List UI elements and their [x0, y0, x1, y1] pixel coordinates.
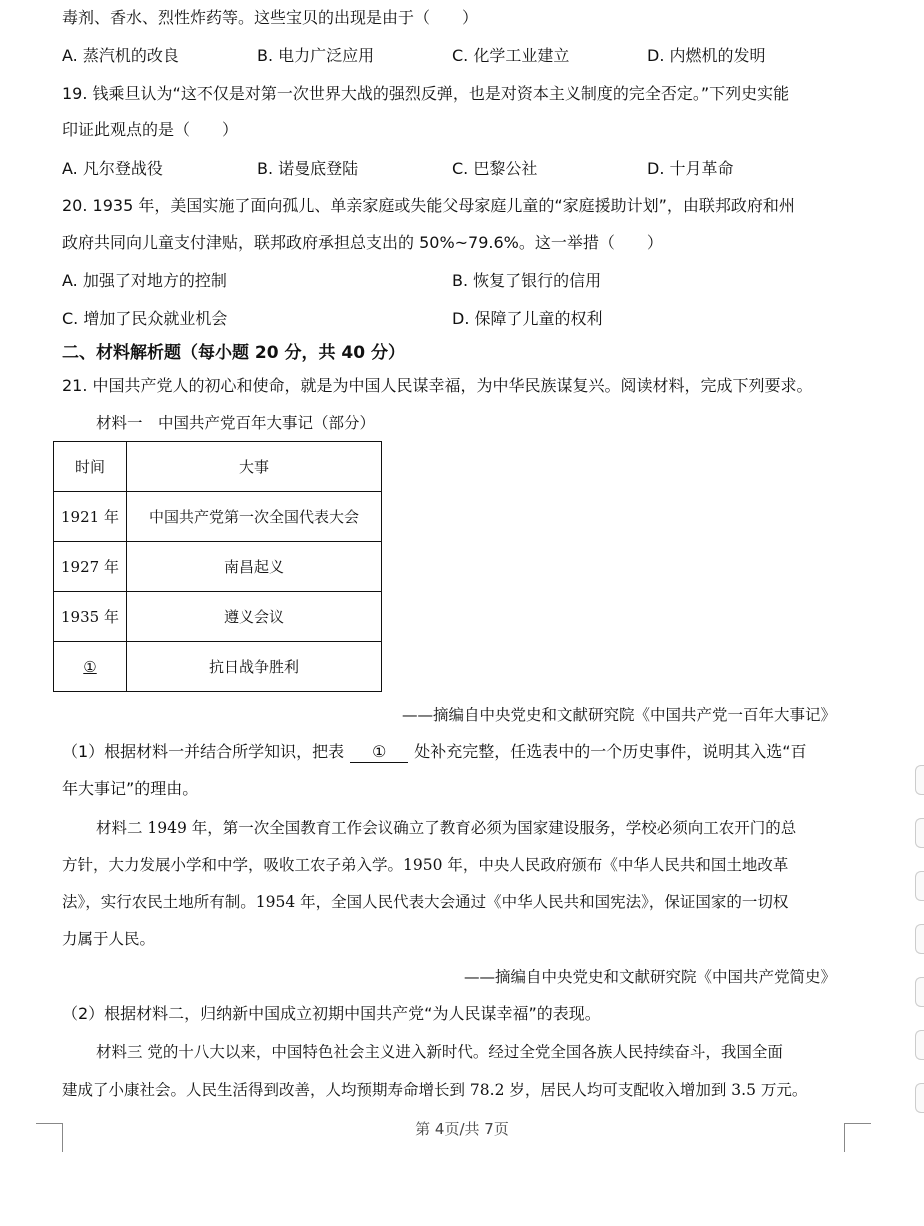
q18-option-b: B. 电力广泛应用: [257, 46, 375, 65]
q19-option-b: B. 诺曼底登陆: [257, 159, 359, 178]
material2-source: ——摘编自中央党史和文献研究院《中国共产党简史》: [463, 968, 836, 986]
table-cell-year: 1935 年: [54, 592, 127, 642]
material3-line1: 材料三 党的十八大以来，中国特色社会主义进入新时代。经过全党全国各族人民持续奋斗，我国全面: [96, 1043, 783, 1061]
table-row: [54, 492, 382, 542]
events-table: [53, 441, 382, 692]
q20-stem-line1: 20. 1935 年，美国实施了面向孤儿、单亲家庭或失能父母家庭儿童的“家庭援助计划”，由联邦政府和州: [62, 196, 795, 215]
q20-stem-line2: 政府共同向儿童支付津贴，联邦政府承担总支出的 50%~79.6%。这一举措（ ）: [62, 233, 663, 252]
material1-title: 材料一 中国共产党百年大事记（部分）: [96, 414, 376, 432]
q19-option-d: D. 十月革命: [647, 159, 734, 178]
part1-question-line2: 年大事记”的理由。: [62, 779, 199, 798]
q20-option-d: D. 保障了儿童的权利: [452, 309, 603, 328]
q20-option-b: B. 恢复了银行的信用: [452, 271, 602, 290]
material2-line1: 材料二 1949 年，第一次全国教育工作会议确立了教育必须为国家建设服务，学校必须向工农开门的总: [96, 819, 797, 837]
q18-option-a: A. 蒸汽机的改良: [62, 46, 179, 65]
table-cell-event: 遵义会议: [127, 592, 382, 642]
q19-option-a: A. 凡尔登战役: [62, 159, 163, 178]
table-cell-event: 中国共产党第一次全国代表大会: [127, 492, 382, 542]
part1-question-text-b: 处补充完整，任选表中的一个历史事件，说明其入选“百: [414, 742, 807, 761]
side-tab[interactable]: [915, 977, 924, 1007]
material2-line2: 方针，大力发展小学和中学，吸收工农子弟入学。1950 年，中央人民政府颁布《中华人民共和国土地改革: [62, 856, 789, 874]
q21-stem: 21. 中国共产党人的初心和使命，就是为中国人民谋幸福，为中华民族谋复兴。阅读材料，完成下列要求。: [62, 376, 813, 395]
table-header-event: 大事: [127, 442, 382, 492]
table-header-time: 时间: [54, 442, 127, 492]
table-row: [54, 542, 382, 592]
material3-line2: 建成了小康社会。人民生活得到改善，人均预期寿命增长到 78.2 岁，居民人均可支配收入增加到 3.5 万元。: [62, 1081, 808, 1099]
answer-blank: ①: [350, 742, 408, 763]
q18-stem-tail: 毒剂、香水、烈性炸药等。这些宝贝的出现是由于（ ）: [62, 8, 479, 27]
section-heading: 二、材料解析题（每小题 20 分，共 40 分）: [62, 343, 405, 363]
table-header-row: [54, 442, 382, 492]
side-tab[interactable]: [915, 1083, 924, 1113]
q18-option-c: C. 化学工业建立: [452, 46, 570, 65]
table-cell-blank-marker: ①: [54, 642, 127, 692]
table-row: [54, 592, 382, 642]
side-tab[interactable]: [915, 871, 924, 901]
side-tab[interactable]: [915, 818, 924, 848]
table-row: [54, 642, 382, 692]
material2-line3: 法》，实行农民土地所有制。1954 年，全国人民代表大会通过《中华人民共和国宪法》，保证国家的一切权: [62, 893, 789, 911]
page-footer: 第 4页/共 7页: [415, 1120, 509, 1138]
material2-line4: 力属于人民。: [62, 930, 156, 948]
table-cell-event: 南昌起义: [127, 542, 382, 592]
q19-stem-line1: 19. 钱乘旦认为“这不仅是对第一次世界大战的强烈反弹，也是对资本主义制度的完全否定。”下列史实能: [62, 84, 790, 103]
q19-option-c: C. 巴黎公社: [452, 159, 538, 178]
part1-question-text-a: （1）根据材料一并结合所学知识，把表: [62, 742, 345, 761]
q20-option-c: C. 增加了民众就业机会: [62, 309, 228, 328]
table-cell-year: 1927 年: [54, 542, 127, 592]
table-cell-event: 抗日战争胜利: [127, 642, 382, 692]
table-cell-year: 1921 年: [54, 492, 127, 542]
side-tab[interactable]: [915, 765, 924, 795]
side-tab[interactable]: [915, 924, 924, 954]
material1-source: ——摘编自中央党史和文献研究院《中国共产党一百年大事记》: [401, 706, 836, 724]
part2-question: （2）根据材料二，归纳新中国成立初期中国共产党“为人民谋幸福”的表现。: [62, 1004, 601, 1023]
q19-stem-line2: 印证此观点的是（ ）: [62, 120, 239, 139]
part1-question: [62, 742, 806, 763]
side-tab[interactable]: [915, 1030, 924, 1060]
q20-option-a: A. 加强了对地方的控制: [62, 271, 227, 290]
q18-option-d: D. 内燃机的发明: [647, 46, 766, 65]
